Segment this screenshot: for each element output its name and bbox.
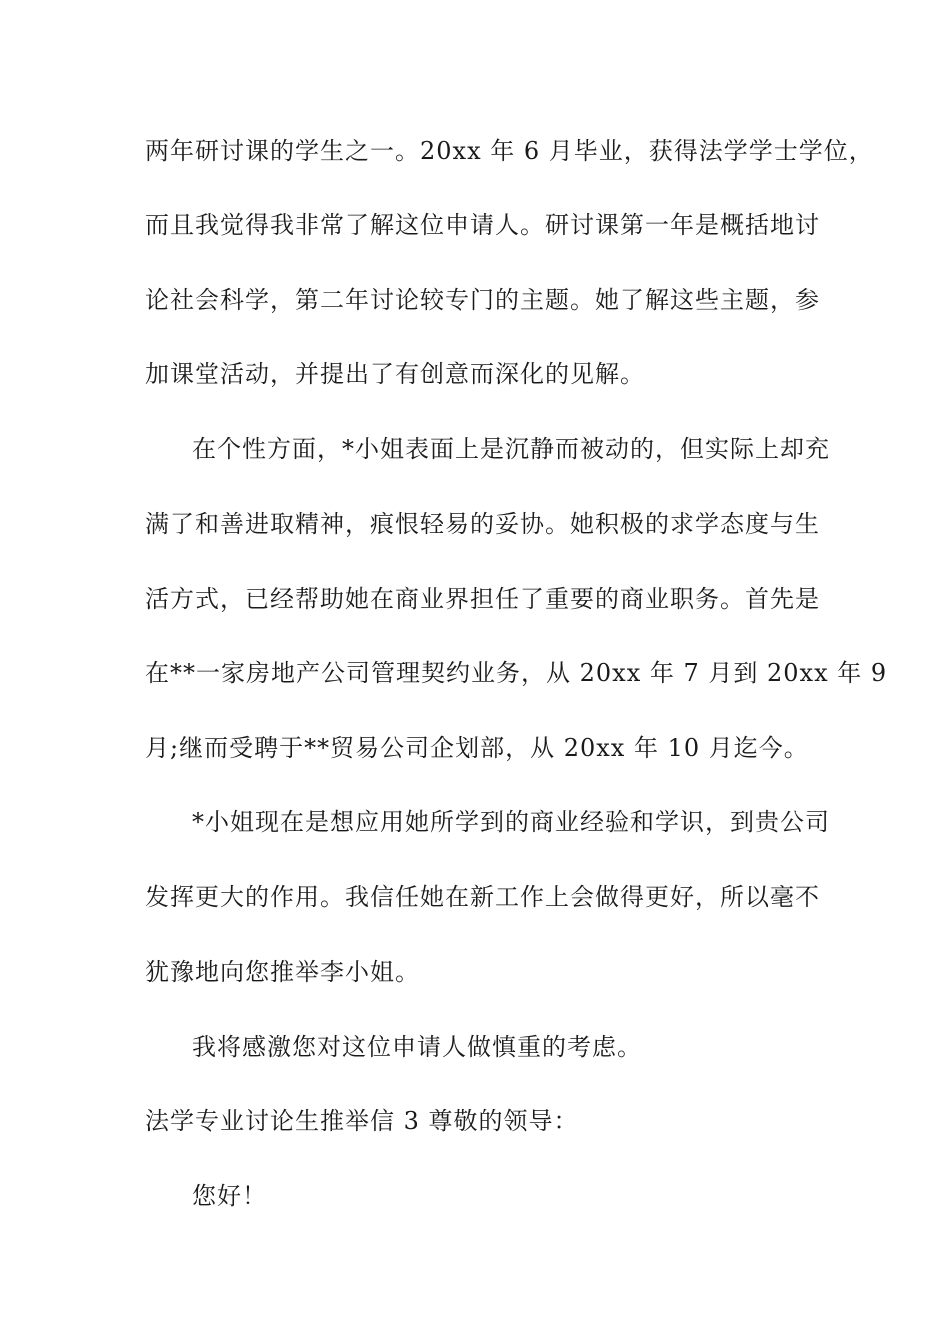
paragraph-line: 发挥更大的作用。我信任她在新工作上会做得更好，所以毫不 — [145, 883, 820, 911]
greeting-line: 您好！ — [192, 1182, 267, 1210]
paragraph-line: 月;继而受聘于**贸易公司企划部，从 20xx 年 10 月迄今。 — [145, 734, 809, 762]
paragraph-line: 而且我觉得我非常了解这位申请人。研讨课第一年是概括地讨 — [145, 211, 820, 239]
paragraph-line: 满了和善进取精神，痕恨轻易的妥协。她积极的求学态度与生 — [145, 510, 820, 538]
paragraph-line: 论社会科学，第二年讨论较专门的主题。她了解这些主题，参 — [145, 286, 820, 314]
paragraph-line: 犹豫地向您推举李小姐。 — [145, 958, 420, 986]
heading-line: 法学专业讨论生推举信 3 尊敬的领导： — [145, 1107, 579, 1135]
paragraph-line: 加课堂活动，并提出了有创意而深化的见解。 — [145, 360, 645, 388]
paragraph-line: *小姐现在是想应用她所学到的商业经验和学识，到贵公司 — [192, 808, 830, 836]
paragraph-line: 我将感激您对这位申请人做慎重的考虑。 — [192, 1033, 642, 1061]
paragraph-line: 两年研讨课的学生之一。20xx 年 6 月毕业，获得法学学士学位， — [145, 137, 874, 165]
paragraph-line: 活方式，已经帮助她在商业界担任了重要的商业职务。首先是 — [145, 585, 820, 613]
paragraph-line: 在个性方面，*小姐表面上是沉静而被动的，但实际上却充 — [192, 435, 830, 463]
paragraph-line: 在**一家房地产公司管理契约业务，从 20xx 年 7 月到 20xx 年 9 — [145, 659, 888, 687]
